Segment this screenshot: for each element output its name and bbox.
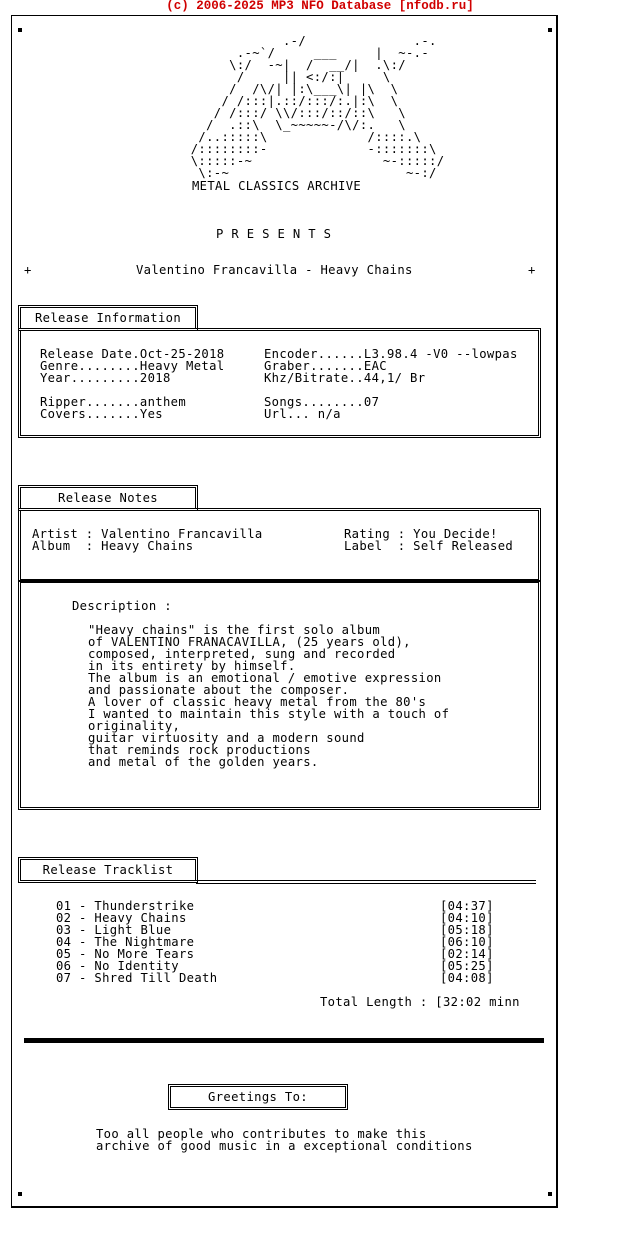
release-info-tab-label: Release Information (34, 311, 182, 325)
greetings-title: Greetings To: (208, 1090, 308, 1104)
album-line: Album : Heavy Chains (32, 539, 194, 553)
tracklist-rule (196, 883, 536, 884)
info-genre: Genre........Heavy Metal (40, 359, 225, 373)
info-ripper: Ripper.......anthem (40, 395, 187, 409)
logo-caption: METAL CLASSICS ARCHIVE (192, 179, 362, 193)
track-length: [05:18] (440, 923, 494, 937)
track-list (56, 900, 217, 984)
description-line: and passionate about the composer. (88, 683, 350, 697)
greetings-line: archive of good music in a exceptional conditions (96, 1139, 473, 1153)
description-line: originality, (88, 719, 181, 733)
track-title: 01 - Thunderstrike (56, 899, 195, 913)
description-line: and metal of the golden years. (88, 755, 319, 769)
greetings-line: Too all people who contributes to make this (96, 1127, 427, 1141)
ascii-logo: .-/ .-. .-~`/ ___ | ~-.- \:/ -~| / __/| .\:/ / || <:/:| \ / /\/| |:\___\| |\ \ / /:::|.::/:::/:.|:\ \ / /:::/ \\/:::/::/::\ \ / .::\ \_~~~~~-/\/:. \ /..:::::\ /::::.\ /::::::::- -:::::::\ \:::::-~ ~-:::::/ \:-~ ~-:/ (190, 34, 445, 180)
description-text (88, 624, 449, 768)
release-title: Valentino Francavilla - Heavy Chains (136, 263, 413, 277)
track-length: [04:10] (440, 911, 494, 925)
description-line: of VALENTINO FRANACAVILLA, (25 years old), (88, 635, 411, 649)
plus-marker: + (24, 263, 32, 277)
track-title: 02 - Heavy Chains (56, 911, 187, 925)
description-line: I wanted to maintain this style with a touch of (88, 707, 450, 721)
presents-text: P R E S E N T S (216, 227, 332, 241)
corner-dot (548, 1192, 552, 1196)
description-label: Description : (72, 599, 172, 613)
track-length: [04:37] (440, 899, 494, 913)
greetings-text (96, 1128, 473, 1152)
track-length: [04:08] (440, 971, 494, 985)
description-line: A lover of classic heavy metal from the 80's (88, 695, 427, 709)
track-title: 07 - Shred Till Death (56, 971, 218, 985)
description-line: in its entirety by himself. (88, 659, 296, 673)
description-line: composed, interpreted, sung and recorded (88, 647, 396, 661)
corner-dot (18, 1192, 22, 1196)
release-info-left (40, 348, 225, 420)
track-lengths (440, 900, 494, 984)
track-length: [05:25] (440, 959, 494, 973)
corner-dot (18, 28, 22, 32)
info-release-date: Release Date.Oct-25-2018 (40, 347, 225, 361)
description-line: that reminds rock productions (88, 743, 311, 757)
info-url: Url... n/a (264, 407, 341, 421)
tracklist-rule (196, 880, 536, 881)
label-line: Label : Self Released (344, 539, 514, 553)
plus-marker: + (528, 263, 536, 277)
description-line: The album is an emotional / emotive expression (88, 671, 442, 685)
thick-divider (24, 1038, 544, 1043)
info-year: Year.........2018 (40, 371, 171, 385)
info-songs: Songs........07 (264, 395, 380, 409)
info-encoder: Encoder......L3.98.4 -V0 --lowpas (264, 347, 518, 361)
total-length: Total Length : [32:02 minn (320, 995, 520, 1009)
release-notes-tab-label: Release Notes (58, 491, 158, 505)
track-title: 04 - The Nightmare (56, 935, 195, 949)
artist-line: Artist : Valentino Francavilla (32, 527, 263, 541)
tracklist-tab (18, 857, 198, 883)
track-length: [06:10] (440, 935, 494, 949)
copyright-header: (c) 2006-2025 MP3 NFO Database [nfodb.ru] (166, 0, 474, 13)
description-line: guitar virtuosity and a modern sound (88, 731, 365, 745)
track-title: 03 - Light Blue (56, 923, 172, 937)
tracklist-tab-label: Release Tracklist (42, 863, 174, 877)
release-info-right (264, 348, 518, 420)
info-graber: Graber.......EAC (264, 359, 387, 373)
track-length: [02:14] (440, 947, 494, 961)
track-title: 05 - No More Tears (56, 947, 195, 961)
track-title: 06 - No Identity (56, 959, 179, 973)
info-bitrate: Khz/Bitrate..44,1/ Br (264, 371, 426, 385)
description-line: "Heavy chains" is the first solo album (88, 623, 381, 637)
info-covers: Covers.......Yes (40, 407, 163, 421)
corner-dot (548, 28, 552, 32)
greetings-box (168, 1084, 348, 1110)
rating-line: Rating : You Decide! (344, 527, 498, 541)
